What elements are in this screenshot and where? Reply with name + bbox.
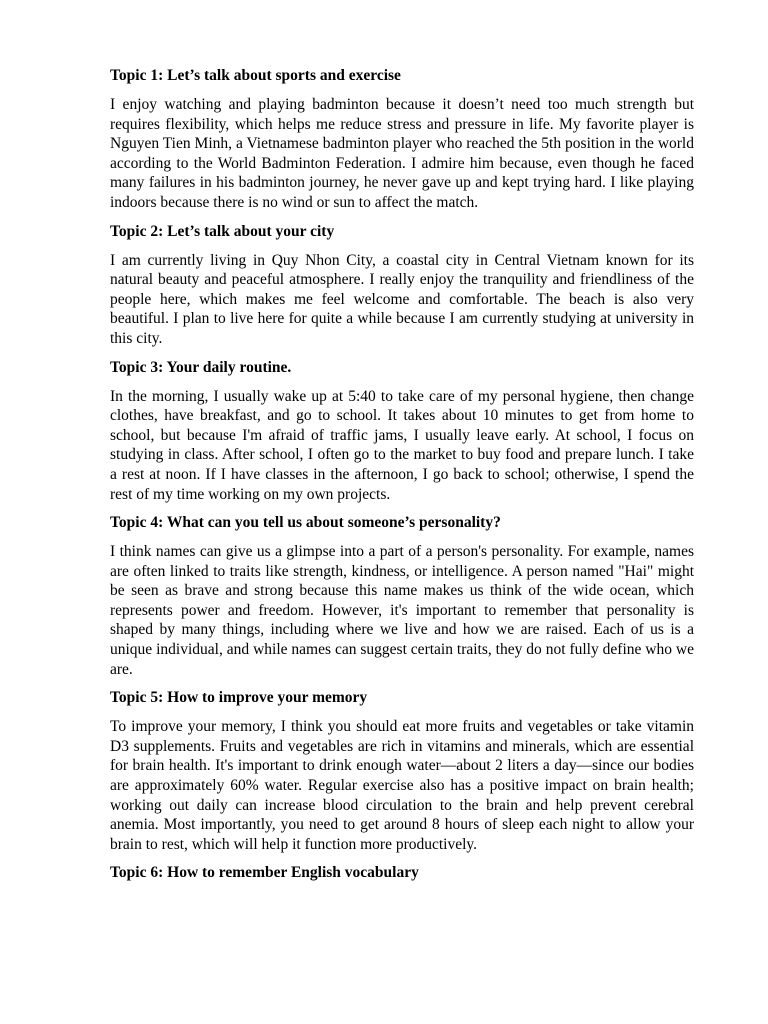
- topic-2-heading: Topic 2: Let’s talk about your city: [110, 222, 335, 240]
- topic-4-heading: Topic 4: What can you tell us about someone’s personality?: [110, 514, 501, 532]
- topic-6-heading: Topic 6: How to remember English vocabulary: [110, 864, 419, 882]
- topic-5-body: To improve your memory, I think you should eat more fruits and vegetables or take vitamin D3 supplements. Fruits and vegetables are rich in vitamins and minerals, which are essential for brain health. It's important to drink enough water—about 2 liters a day—since our bodies are approximately 60% water. Regular exercise also has a positive impact on brain health; working out daily can increase blood circulation to the brain and help prevent cerebral anemia. Most importantly, you need to get around 8 hours of sleep each night to allow your brain to rest, which will help it function more productively.: [110, 718, 694, 853]
- topic-1-heading: Topic 1: Let’s talk about sports and exercise: [110, 67, 401, 84]
- document-page: [110, 66, 694, 892]
- topic-5-heading: Topic 5: How to improve your memory: [110, 689, 368, 707]
- topic-3-body: In the morning, I usually wake up at 5:40 to take care of my personal hygiene, then change clothes, have breakfast, and go to school. It takes about 10 minutes to get from home to school, but because I'm afraid of traffic jams, I usually leave early. At school, I focus on studying in class. After school, I often go to the market to buy food and prepare lunch. I take a rest at noon. If I have classes in the afternoon, I go back to school; otherwise, I spend the rest of my time working on my own projects.: [110, 387, 694, 503]
- topic-4-body: I think names can give us a glimpse into a part of a person's personality. For example, names are often linked to traits like strength, kindness, or intelligence. A person named "Hai" might be seen as brave and strong because this name makes us think of the wide ocean, which represents power and freedom. However, it's important to remember that personality is shaped by many things, including where we live and how we are raised. Each of us is a unique individual, and while names can suggest certain traits, they do not fully define who we are.: [110, 543, 694, 678]
- topic-2-body: I am currently living in Quy Nhon City, a coastal city in Central Vietnam known for its natural beauty and peaceful atmosphere. I really enjoy the tranquility and friendliness of the people here, which makes me feel welcome and comfortable. The beach is also very beautiful. I plan to live here for quite a while because I am currently studying at university in this city.: [110, 251, 694, 347]
- topic-1-body: I enjoy watching and playing badminton because it doesn’t need too much strength but requires flexibility, which helps me reduce stress and pressure in life. My favorite player is Nguyen Tien Minh, a Vietnamese badminton player who reached the 5th position in the world according to the World Badminton Federation. I admire him because, even though he faced many failures in his badminton journey, he never gave up and kept trying hard. I like playing indoors because there is no wind or sun to affect the match.: [110, 96, 694, 211]
- topic-3-heading: Topic 3: Your daily routine.: [110, 358, 292, 376]
